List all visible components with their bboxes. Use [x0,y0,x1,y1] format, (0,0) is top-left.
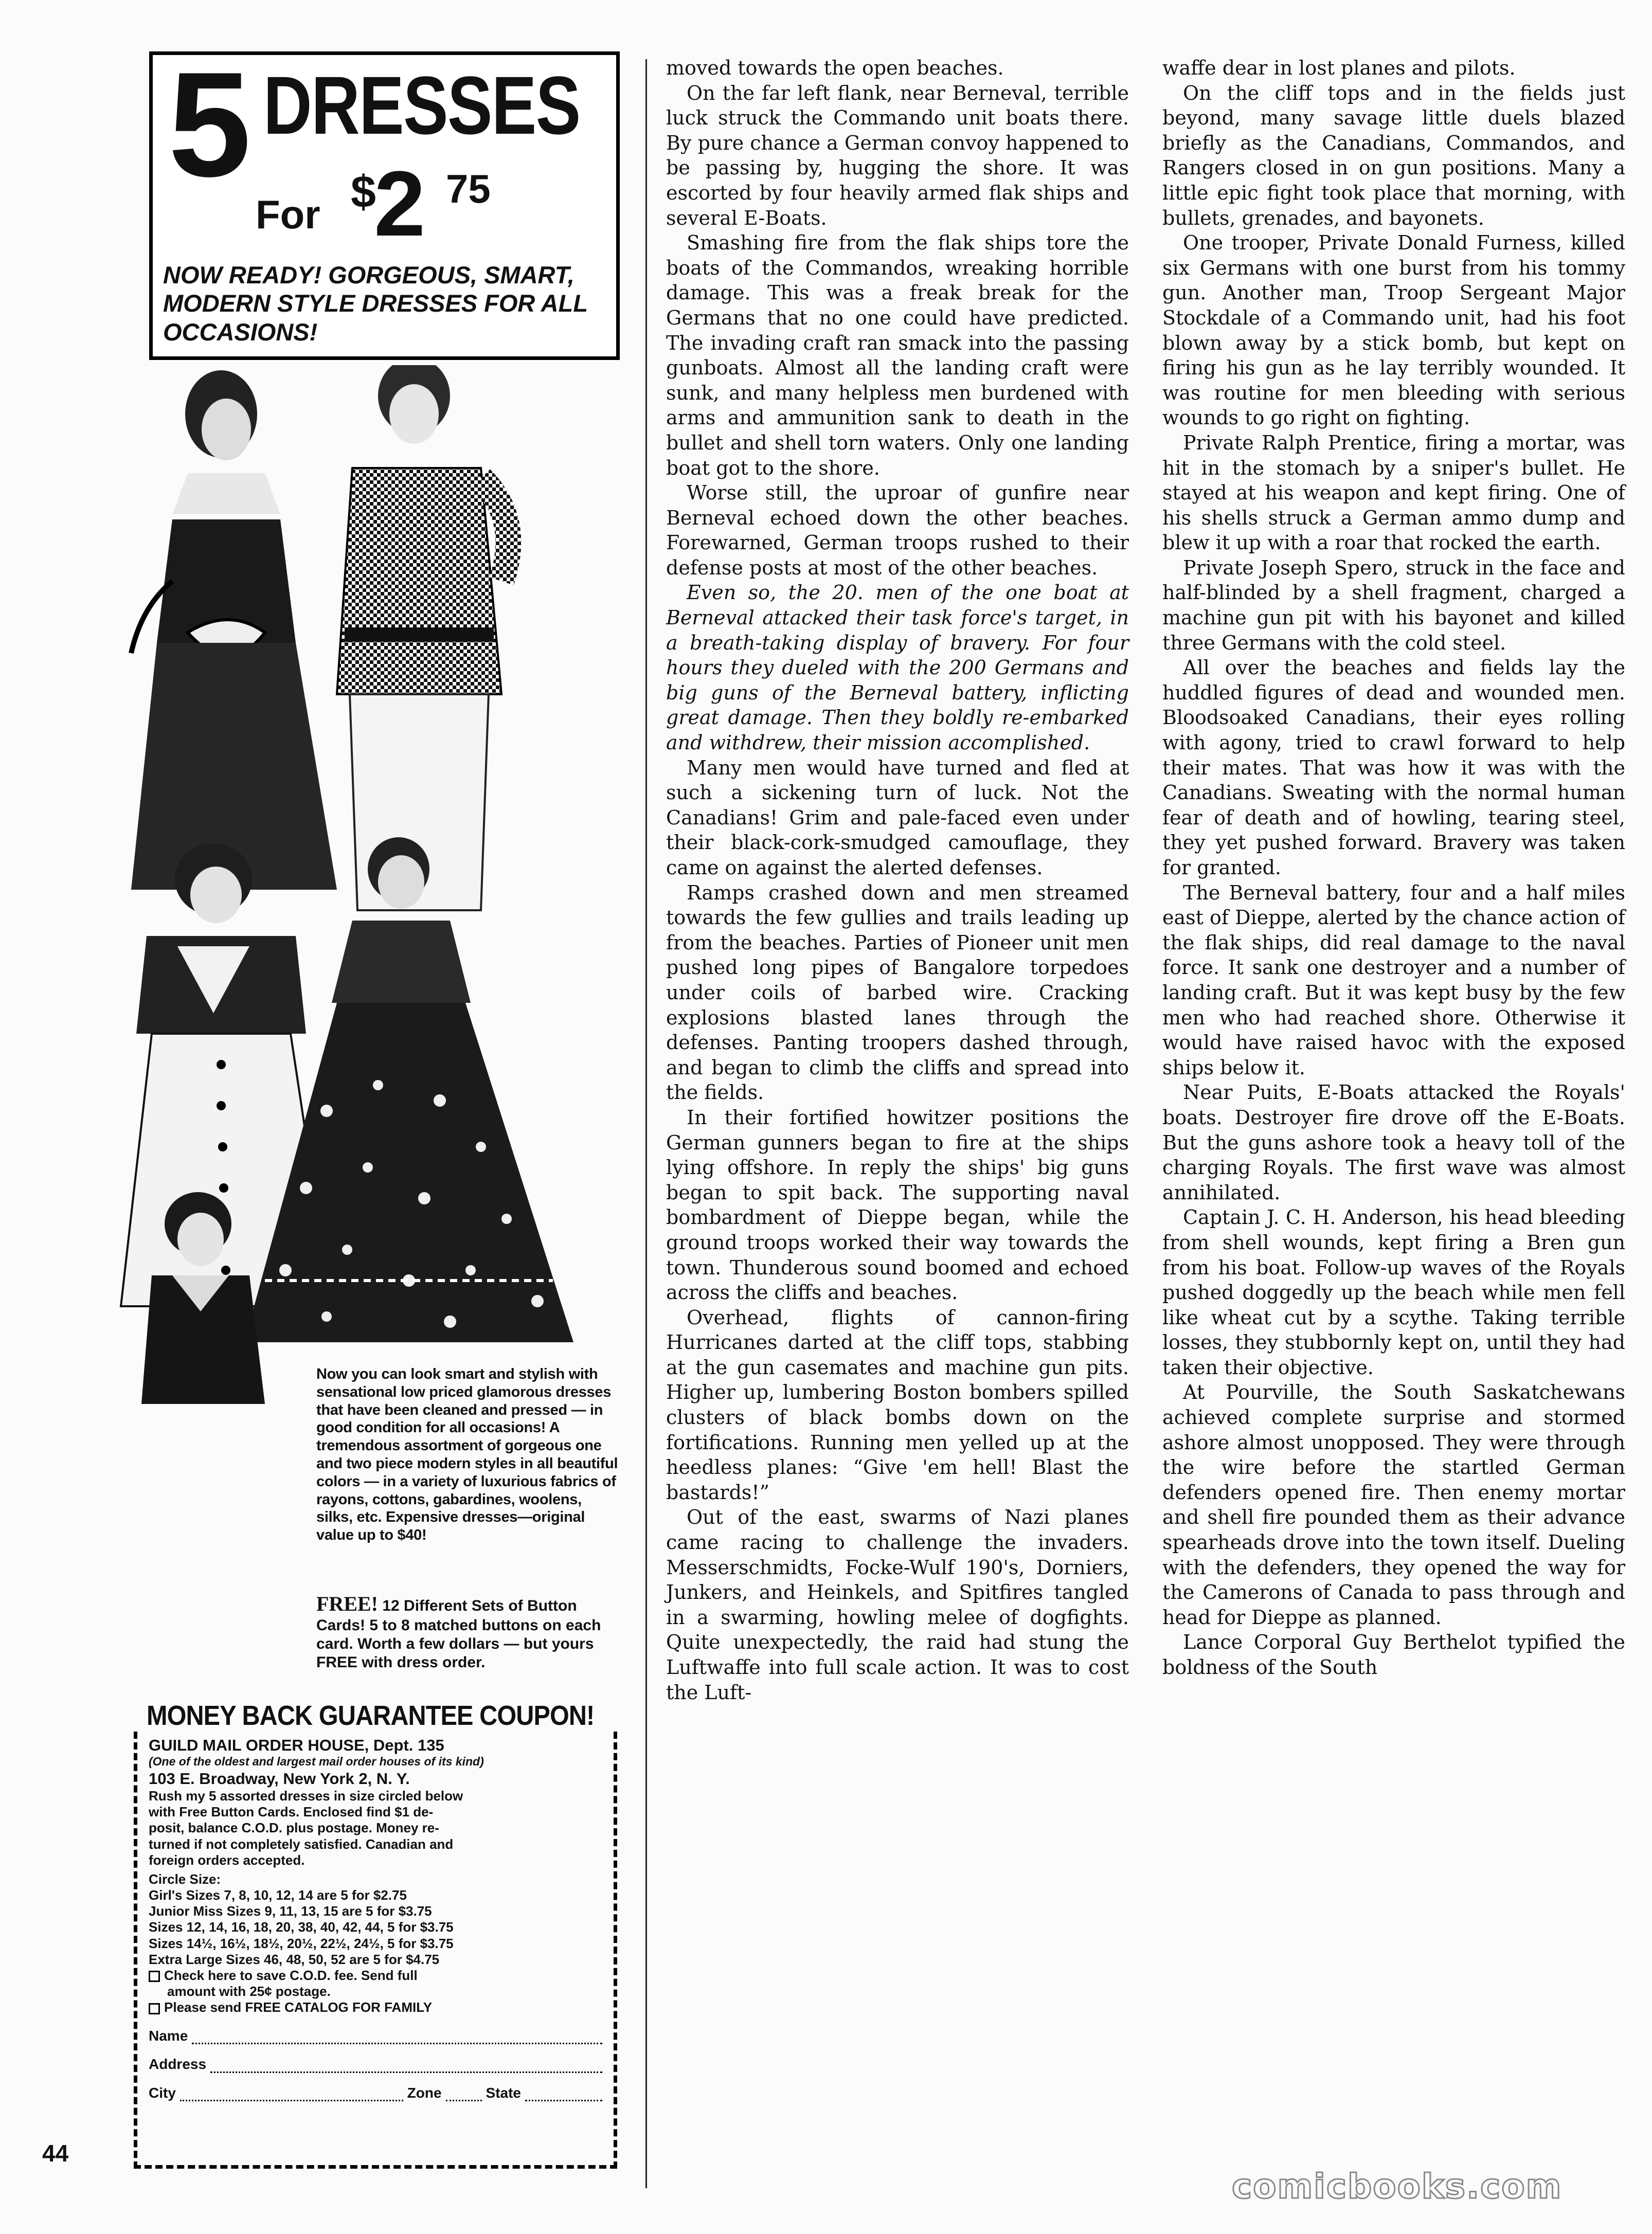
article-paragraph: In their fortified howitzer positions the German gunners began to fire at the ships lying offshore. In reply the ships' big guns began to spit back. The supporting naval bombardment of Dieppe began, while the ground troops worked their way towards the town. Thunderous sound boomed and echoed across the cliffs and beaches. [666,1106,1129,1304]
article-paragraph: Even so, the 20. men of the one boat at Berneval attacked their task force's target, in a breath-taking display of bravery. For four hours they dueled with the 200 Germans and big guns of the Berneval battery, inflicting great damage. Then they boldly re-embarked and withdrew, their mission accomplished. [666,581,1129,754]
model-checked-suit [337,365,508,910]
ad-price: 2 [374,152,426,256]
page-number: 44 [42,2140,69,2167]
name-label: Name [149,2027,188,2044]
coupon-instruction: foreign orders accepted. [149,1852,305,1868]
address-line[interactable] [210,2060,602,2073]
cod-option-label-2: amount with 25¢ postage. [167,1984,331,1999]
ad-headline-word: DRESSES [263,59,580,151]
article-paragraph: Worse still, the uproar of gunfire near Berneval echoed down the other beaches. Forewarned, German troops rushed to their defense posts at most of the other beaches. [666,481,1129,579]
address-field[interactable] [149,2056,602,2073]
article-paragraph: Captain J. C. H. Anderson, his head bleeding from shell wounds, kept firing a Bren gun from his boat. Follow-up waves of the Royals pushed doggedly up the beach while men fell like wheat cut by a scythe. Taking terrible losses, they stubbornly kept on, until they had taken their objective. [1162,1206,1625,1379]
coupon-title: MONEY BACK GUARANTEE COUPON! [147,1700,595,1731]
zone-label: Zone [407,2084,442,2101]
article-paragraph: waffe dear in lost planes and pilots. [1162,57,1516,79]
free-offer-text: 12 Different Sets of Button Cards! 5 to 8 matched buttons on each card. Worth a few dollars — but yours FREE with dress order. [316,1597,601,1671]
model-strapless-dress [131,370,337,890]
article-paragraph: On the cliff tops and in the fields just beyond, many savage little duels blazed briefly as the Canadians, Commandos, and Rangers closed in on gun positions. Many a little epic fight took place that morning, with bullets, grenades, and bayonets. [1162,81,1625,229]
coupon-company-note: (One of the oldest and largest mail order houses of its kind) [149,1755,484,1769]
city-line[interactable] [180,2088,403,2101]
coupon-instruction: turned if not completely satisfied. Canadian and [149,1836,454,1852]
column-divider [645,59,647,2188]
coupon-instruction: with Free Button Cards. Enclosed find $1 de- [149,1804,434,1820]
coupon-company: GUILD MAIL ORDER HOUSE, Dept. 135 [149,1736,444,1754]
article-paragraph: One trooper, Private Donald Furness, killed six Germans with one burst from his tommy gun. Another man, Troop Sergeant Major Stockdale of a Commando unit, had his foot blown away by a stick bomb, but kept on firing his gun as he lay terribly wounded. It was routine for men bleeding with serious wounds to go right on fighting. [1162,231,1625,429]
article-paragraph: Private Joseph Spero, struck in the face and half-blinded by a shell fragment, charged a machine gun pit with his bayonet and killed three Germans with the cold steel. [1162,556,1625,654]
ad-tagline: NOW READY! GORGEOUS, SMART, MODERN STYLE DRESSES FOR ALL OCCASIONS! [163,261,588,346]
city-zone-state-field[interactable] [149,2084,602,2102]
zone-line[interactable] [446,2088,482,2101]
ad-free-offer [316,1592,620,1672]
coupon-body [134,1732,617,2169]
name-field[interactable] [149,2027,602,2045]
state-label: State [486,2084,521,2101]
ad-headline-number: 5 [168,51,248,208]
free-label: FREE! [316,1592,378,1615]
name-line[interactable] [192,2031,602,2044]
city-label: City [149,2084,176,2101]
size-option[interactable]: Junior Miss Sizes 9, 11, 13, 15 are 5 for $3.75 [149,1903,432,1919]
coupon-instruction: Rush my 5 assorted dresses in size circled below [149,1788,463,1804]
article-column-1 [666,56,1129,1705]
article-paragraph: Out of the east, swarms of Nazi planes came racing to challenge the invaders. Messerschmidts, Focke-Wulf 190's, Dorniers, Junkers, and Heinkels, and Spitfires tangled in a swarming, howling melee of dogfights. Quite unexpectedly, the raid had stung the Luftwaffe into full scale action. It was to cost the Luft- [666,1506,1129,1704]
catalog-checkbox[interactable] [149,2003,160,2014]
article-paragraph: Many men would have turned and fled at such a sickening turn of luck. Not the Canadians! Grim and pale-faced even under their black-cork-smudged camouflage, they came on against the alerted defenses. [666,756,1129,879]
article-paragraph: At Pourville, the South Saskatchewans achieved complete surprise and stormed ashore almost unopposed. They were through the wire before the startled German defenders opened fire. Then enemy mortar and shell fire pounded them as their advance spearheads drove into the town itself. Dueling with the defenders, they opened the way for the Camerons of Canada to pass through and head for Dieppe as planned. [1162,1381,1625,1629]
ad-for-label: For [256,192,320,237]
dress-illustrations [111,365,617,1404]
article-paragraph: Near Puits, E-Boats attacked the Royals' boats. Destroyer fire drove off the E-Boats. But the guns ashore took a heavy toll of the charging Royals. The first wave was almost annihilated. [1162,1081,1625,1204]
watermark: comicbooks.com [1232,2167,1563,2206]
catalog-option-label: Please send FREE CATALOG FOR FAMILY [164,1999,433,2015]
article-paragraph: Private Ralph Prentice, firing a mortar, was hit in the stomach by a sniper's bullet. He stayed at his weapon and kept firing. One of his shells struck a German ammo dump and blew it up with a roar that rocked the earth. [1162,431,1625,554]
article-paragraph: Ramps crashed down and men streamed towards the few gullies and trails leading up from the beaches. Parties of Pioneer unit men pushed long pipes of Bangalore torpedoes under coils of barbed wire. Cracking explosions blasted lanes through the defenses. Panting troopers dashed through, and began to climb the cliffs and spread into the fields. [666,881,1129,1104]
cod-option[interactable] [149,1968,602,1984]
dress-advertisement [111,51,617,2173]
article-paragraph: Smashing fire from the flak ships tore the boats of the Commandos, wreaking horrible damage. This was a freak break for the Germans that no one could have predicted. The invading craft ran smack into the passing gunboats. Almost all the landing craft were sunk, and many helpless men burdened with arms and ammunition sank to death in the bullet and shell torn waters. Only one landing boat got to the shore. [666,231,1129,479]
ad-price-dollar: $ [351,166,376,217]
catalog-option[interactable] [149,1999,602,2015]
size-option[interactable]: Sizes 12, 14, 16, 18, 20, 38, 40, 42, 44, 5 for $3.75 [149,1919,454,1935]
article-paragraph: The Berneval battery, four and a half miles east of Dieppe, alerted by the chance action of the flak ships, did real damage to the naval force. It sank one destroyer and a number of landing craft. But it was kept busy by the few men who had reached shore. Otherwise it would have raised havoc with the exposed ships below it. [1162,881,1625,1079]
cod-option-label: Check here to save C.O.D. fee. Send full [164,1968,418,1984]
size-option[interactable]: Sizes 14½, 16½, 18½, 20½, 22½, 24½, 5 for $3.75 [149,1935,454,1951]
ad-description: Now you can look smart and stylish with sensational low priced glamorous dresses that have been cleaned and pressed — in good condition for all occasions! A tremendous assortment of gorgeous one and two piece modern styles in all beautiful colors — in a variety of luxurious fabrics of rayons, cottons, gabardines, woolens, silks, etc. Expensive dresses—original value up to $40! [316,1366,618,1544]
size-option[interactable]: Girl's Sizes 7, 8, 10, 12, 14 are 5 for $2.75 [149,1887,407,1903]
coupon-address: 103 E. Broadway, New York 2, N. Y. [149,1769,410,1788]
article-paragraph: All over the beaches and fields lay the huddled figures of dead and wounded men. Bloodsoaked Canadians, their eyes rolling with agony, tried to crawl forward to help their mates. That was how it was with the Canadians. Sweating with the normal human fear of death and of howling, tearing steel, they yet pushed forward. Bravery was taken for granted. [1162,656,1625,879]
article-paragraph: On the far left flank, near Berneval, terrible luck struck the Commando unit boats there. By pure chance a German convoy happened to be passing by, hugging the shore. It was escorted by four heavily armed flak ships and several E-Boats. [666,81,1129,229]
article-column-2 [1162,56,1625,1680]
cod-checkbox[interactable] [149,1971,160,1982]
state-line[interactable] [525,2088,602,2101]
order-coupon [134,1700,617,2173]
coupon-instruction: posit, balance C.O.D. plus postage. Money re- [149,1820,439,1836]
address-label: Address [149,2056,207,2073]
ad-price-cents: 75 [446,166,491,211]
article-paragraph: Lance Corporal Guy Berthelot typified the boldness of the South [1162,1631,1625,1679]
circle-size-label: Circle Size: [149,1871,221,1887]
ad-headline-box [149,51,620,360]
size-option[interactable]: Extra Large Sizes 46, 48, 50, 52 are 5 for $4.75 [149,1951,440,1967]
article-paragraph: moved towards the open beaches. [666,57,1004,79]
article-paragraph: Overhead, flights of cannon-firing Hurricanes darted at the cliff tops, stabbing at the gun casemates and machine gun pits. Higher up, lumbering Boston bombers spilled clusters of black bombs down on the fortifications. Running men yelled up at the heedless planes: “Give 'em hell! Blast the bastards!” [666,1306,1129,1504]
